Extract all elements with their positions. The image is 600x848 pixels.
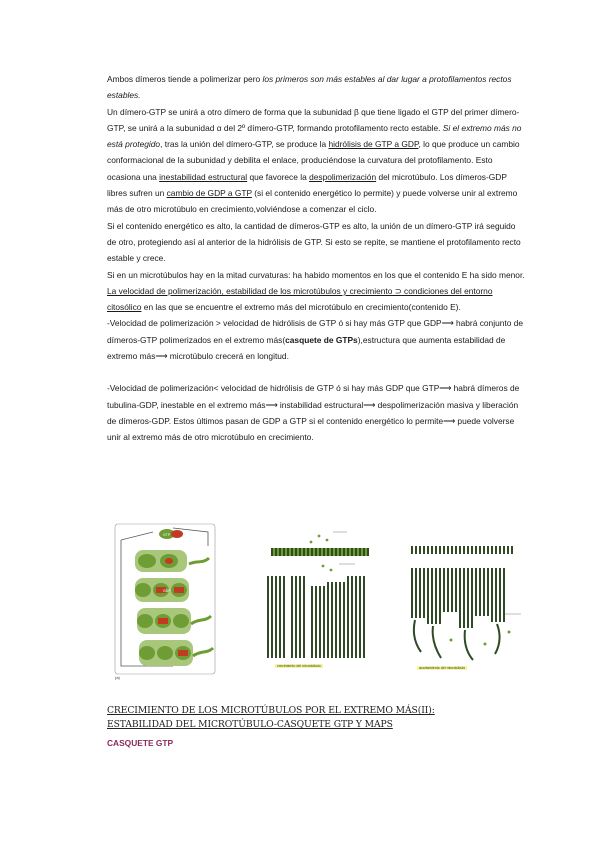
microtubule-growth-svg (263, 520, 385, 682)
paragraph-3: Si el contenido energético es alto, la cantidad de dímeros-GTP es alto, la unión de un dímero-GTP irá seguido de otro, protegiendo así al anterior de la hidrólisis de GTP. Si esto se repite, se mantiene el protofilamento recto estable y crece. (107, 220, 521, 264)
panel-letter-label: (a) (115, 675, 120, 680)
microtubule-growth-figure (263, 520, 385, 682)
underlined-text: despolimerización (309, 171, 377, 182)
paragraph-2 (107, 104, 525, 218)
paragraph-1 (107, 71, 525, 104)
text-run: -Velocidad de polimerización > velocidad de hidrólisis de GTP ó si hay más GTP que GDP⟶ habrá conjunto de dímeros-GTP polimerizados en el extremo más( (107, 318, 524, 345)
body-text (107, 71, 525, 446)
text-run: del microtúbulo. Los dímeros-GDP libres sufren un (107, 171, 507, 199)
bold-text: casquete de GTPs (285, 334, 358, 345)
underlined-text: inestabilidad estructural (159, 171, 248, 182)
section-heading (107, 704, 527, 732)
subheading: CASQUETE GTP (107, 738, 174, 748)
paragraph-7: -Velocidad de polimerización< velocidad de hidrólisis de GTP ó si hay más GDP que GTP⟶ habrá dímeros de tubulina-GDP, inestable en el extremo más⟶ instabilidad estructural⟶ despolimerización masiva y liberación de dímeros-GDP. Estos últimos pasan de GDP a GTP si el contenido energético lo permite⟶ puede volverse unir al extremo más de otro microtúbulo en crecimiento. (107, 383, 520, 443)
paragraph-6 (107, 315, 525, 364)
italic-text: los primeros son más estables al dar lugar a protofilamentos rectos estables. (107, 74, 512, 101)
shortening-caption: acortamiento del microtúbulo (419, 666, 466, 670)
text-run: , lo que produce un cambio conformacional de la subunidad y debilita el enlace, produciéndose la curvatura del protofilamento. Esto ocasiona una (107, 139, 520, 182)
tubulin-cycle-svg (113, 520, 253, 682)
underlined-text: hidrólisis de GTP a GDP (328, 139, 419, 150)
text-run: en las que se encuentre el extremo más del microtúbulo en crecimiento(contenido E). (141, 302, 461, 313)
paragraph-5 (107, 283, 525, 316)
paragraph-4: Si en un microtúbulos hay en la mitad curvaturas: ha habido momentos en los que el contenido E ha sido menor. (107, 269, 525, 280)
text-run: (si el contenido energético lo permite) y puede volverse unir al extremo más de otro microtúbulo en crecimiento,volviéndose a comenzar el ciclo. (107, 188, 518, 215)
gdp-label: GDP (163, 589, 171, 593)
microtubule-shortening-figure (403, 520, 533, 682)
text-run: Ambos dímeros tiende a polimerizar pero (107, 74, 263, 84)
section-heading-line-2: ESTABILIDAD DEL MICROTÚBULO-CASQUETE GTP Y MAPS (107, 719, 393, 730)
underlined-text: La velocidad de polimerización, estabilidad de los microtúbulos y crecimiento ⊃ condiciones del entorno citosólico (107, 285, 493, 313)
text-run: , tras la unión del dímero-GTP, se produce la (160, 139, 329, 150)
figure-row (113, 520, 533, 682)
section-heading-line-1: CRECIMIENTO DE LOS MICROTÚBULOS POR EL EXTREMO MÁS(II): (107, 705, 435, 716)
underlined-text: cambio de GDP a GTP (166, 188, 252, 199)
microtubule-shortening-svg (403, 520, 533, 682)
text-run: Un dímero-GTP se unirá a otro dímero de forma que la subunidad β que tiene ligado el GTP del primer dímero-GTP, se unirá a la subunidad α del 2º dímero-GTP, formando protofilamento recto estable. (107, 106, 520, 133)
text-run: que favorece la (247, 171, 310, 182)
growth-caption: crecimiento del microtúbulo (277, 664, 321, 668)
italic-text: Si el extremo más no está protegido (107, 122, 522, 150)
paragraph-gap (107, 364, 525, 380)
gtp-label: GTP (163, 533, 170, 537)
text-run: ),estructura que aumenta estabilidad de extremo más⟶ microtúbulo crecerá en longitud. (107, 334, 506, 362)
tubulin-cycle-figure (113, 520, 253, 682)
